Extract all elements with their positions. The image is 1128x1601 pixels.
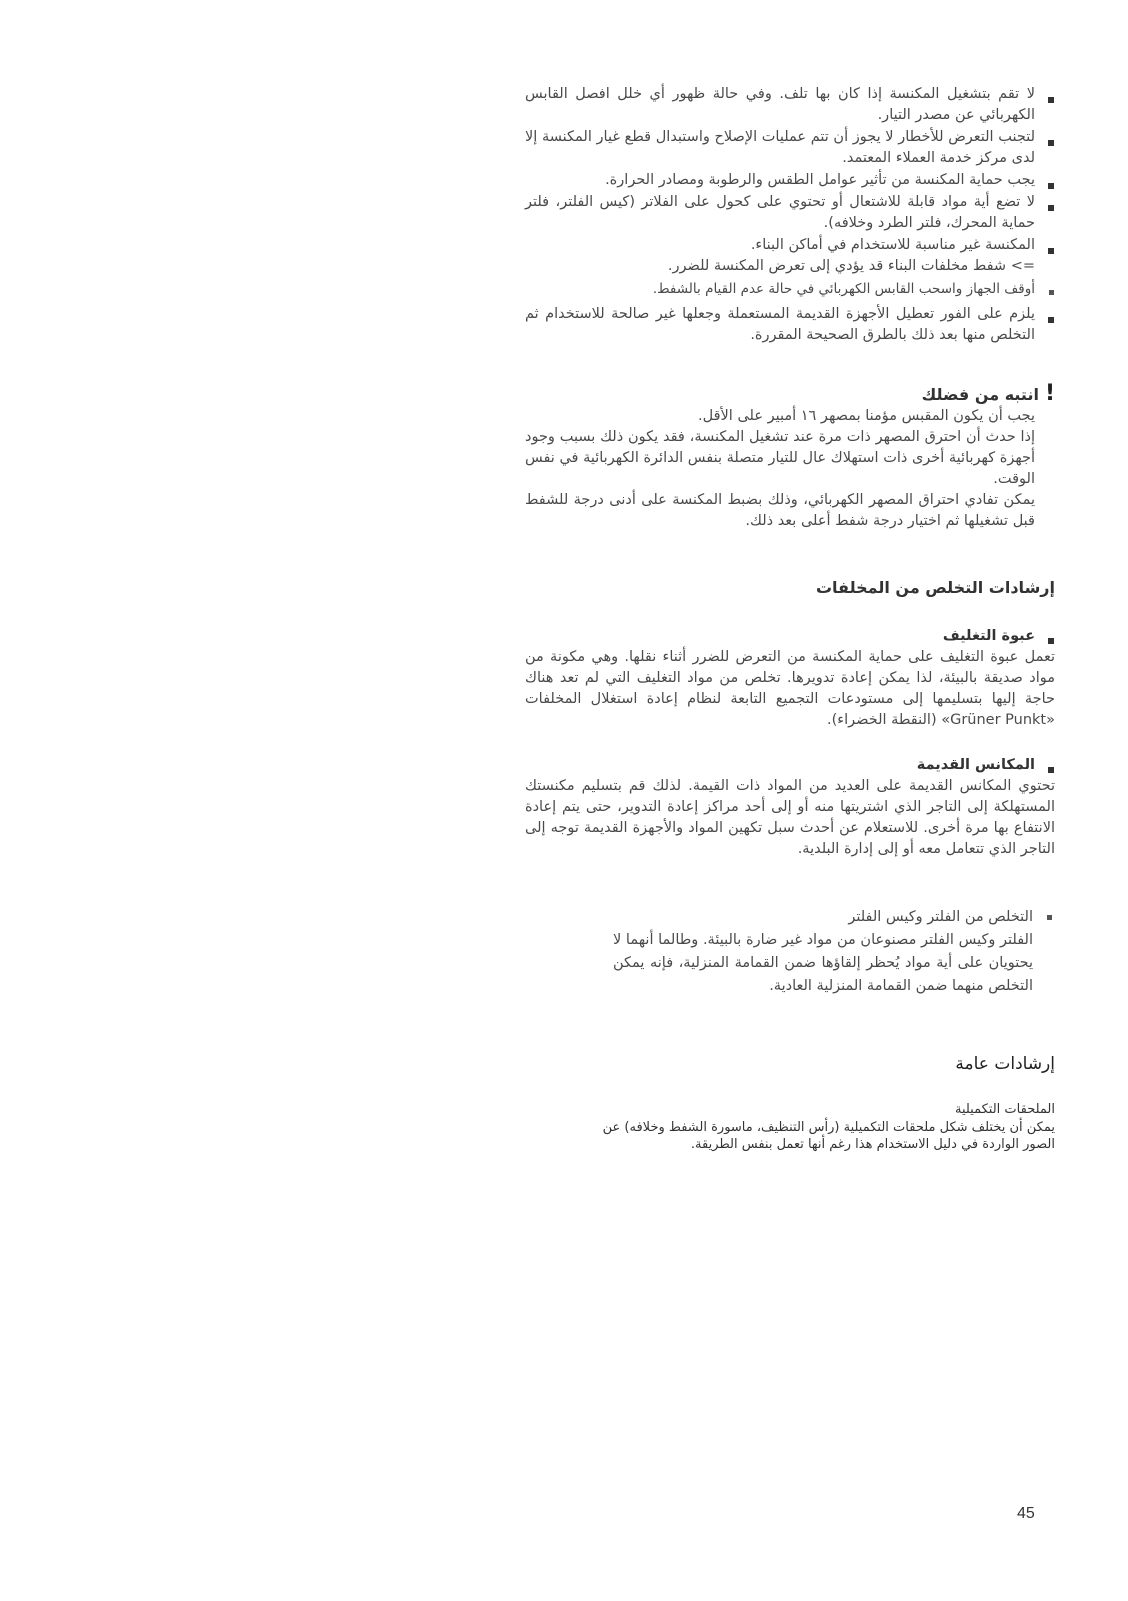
bullet-square-icon bbox=[1048, 767, 1054, 773]
filter-disposal-item bbox=[613, 906, 1053, 998]
general-section bbox=[585, 1052, 1055, 1153]
attention-paragraph: إذا حدث أن احترق المصهر ذات مرة عند تشغيل المكنسة، فقد يكون ذلك بسبب وجود أجهزة كهربائية أخرى ذات استهلاك عال للتيار متصلة بنفس الدائرة الكهربائية في نفس الوقت. bbox=[524, 429, 1035, 487]
filter-item bbox=[613, 906, 1053, 998]
attention-paragraph: يجب أن يكون المقبس مؤمنا بمصهر ١٦ أمبير على الأقل. bbox=[698, 408, 1035, 424]
bullet-square-icon bbox=[1047, 915, 1052, 920]
general-text: ﻳﻤﻜﻦ ﺃﻥ ﻳﺨﺘﻠﻒ ﺷﻜﻞ ﻣﻠﺤﻘﺎﺕ ﺍﻟﺘﻜﻤﻴﻠﻴﺔ (ﺭﺃﺱ ﺍﻟﺘﻨﻈﻴﻒ، ﻣﺎﺳﻮﺭﺓ ﺍﻟﺸﻔﻂ ﻭﺧﻼﻓﻪ) ﻋﻦ ﺍﻟﺼﻮﺭ ﺍﻟﻮﺍﺭﺩﺓ ﻓﻲ ﺩﻟﻴﻞ ﺍﻻﺳﺘﺨﺪﺍﻡ ﻫﺬﺍ ﺭﻏﻢ ﺃﻧﻬﺎ ﺗﻌﻤﻞ ﺑﻨﻔﺲ ﺍﻟﻄﺮﻳﻘﺔ. bbox=[602, 1120, 1055, 1152]
old-devices-title: المكانس القديمة bbox=[916, 757, 1035, 773]
list-item: يلزم على الفور تعطيل الأجهزة القديمة المستعملة وجعلها غير صالحة للاستخدام ثم التخلص منها بعد ذلك بالطرق الصحيحة المقررة. bbox=[525, 304, 1055, 346]
attention-paragraph: يمكن تفادي احتراق المصهر الكهربائي، وذلك بضبط المكنسة على أدنى درجة للشفط قبل تشغيلها ثم اختيار درجة شفط أعلى بعد ذلك. bbox=[525, 492, 1035, 529]
bullet-square-icon bbox=[1048, 97, 1054, 103]
general-title: ﺇﺭﺷﺎﺩﺍﺕ ﻋﺎﻣﺔ bbox=[955, 1054, 1055, 1074]
attention-block bbox=[525, 383, 1055, 532]
bullet-square-icon bbox=[1048, 183, 1054, 189]
list-item: لا تقم بتشغيل المكنسة إذا كان بها تلف. وفي حالة ظهور أي خلل افصل القابس الكهربائي عن مصدر التيار. bbox=[525, 84, 1055, 126]
old-devices-text: تحتوي المكانس القديمة على العديد من المواد ذات القيمة. لذلك قم بتسليم مكنستك المستهلكة إلى التاجر الذي اشتريتها منه أو إلى أحد مراكز إعادة التدوير، حتى يتم إعادة الانتفاع بها مرة أخرى. للاستعلام عن أحدث سبل تكهين المواد والأجهزة القديمة توجه إلى التاجر الذي تتعامل معه أو إلى إدارة البلدية. bbox=[525, 778, 1055, 857]
bullet-square-icon bbox=[1048, 248, 1054, 254]
list-item: لتجنب التعرض للأخطار لا يجوز أن تتم عمليات الإصلاح واستبدال قطع غيار المكنسة إلا لدى مركز خدمة العملاء المعتمد. bbox=[525, 127, 1055, 169]
bullet-square-icon bbox=[1048, 317, 1054, 323]
list-item: يجب حماية المكنسة من تأثير عوامل الطقس والرطوبة ومصادر الحرارة. bbox=[525, 170, 1055, 191]
bullet-square-icon bbox=[1048, 638, 1054, 644]
bullet-square-icon bbox=[1048, 205, 1054, 211]
filter-text: الفلتر وكيس الفلتر مصنوعان من مواد غير ضارة بالبيئة. وطالما أنهما لا يحتويان على أية مواد يُحظر إلقاؤها ضمن القمامة المنزلية، فإنه يمكن التخلص منهما ضمن القمامة المنزلية العادية. bbox=[613, 932, 1033, 994]
construction-note: => شفط مخلفات البناء قد يؤدي إلى تعرض المكنسة للضرر. bbox=[667, 258, 1035, 274]
attention-heading: !انتبه من فضلك bbox=[921, 381, 1055, 406]
packaging-title: عبوة التغليف bbox=[942, 628, 1035, 644]
bullet-square-icon bbox=[1048, 140, 1054, 146]
page-number: 45 bbox=[1017, 1505, 1035, 1522]
filter-title: التخلص من الفلتر وكيس الفلتر bbox=[848, 909, 1033, 925]
packaging-text: تعمل عبوة التغليف على حماية المكنسة من التعرض للضرر أثناء نقلها. وهي مكونة من مواد صديقة بالبيئة، لذا يمكن إعادة تدويرها. تخلص من مواد التغليف التي لم تعد هناك حاجة إليها بتسليمها إلى مستودعات التجميع التابعة لنظام إعادة استغلال المخلفات «Grüner Punkt» (النقطة الخضراء). bbox=[525, 649, 1055, 728]
list-item: ﺃﻭﻗﻒ ﺍﻟﺠﻬﺎﺯ ﻭﺍﺳﺤﺐ ﺍﻟﻘﺎﺑﺲ ﺍﻟﻜﻬﺮﺑﺎﺋﻲ ﻓﻲ ﺣﺎﻟﺔ ﻋﺪﻡ ﺍﻟﻘﻴﺎﻡ ﺑﺎﻟﺸﻔﻂ. bbox=[525, 279, 1055, 300]
list-item: المكنسة غير مناسبة للاستخدام في أماكن البناء. bbox=[525, 235, 1055, 256]
safety-list bbox=[525, 84, 1055, 346]
general-subtitle: ﺍﻟﻤﻠﺤﻘﺎﺕ ﺍﻟﺘﻜﻤﻴﻠﻴﺔ bbox=[954, 1102, 1055, 1117]
bullet-square-icon bbox=[1049, 290, 1054, 295]
section-title: إرشادات التخلص من المخلفات bbox=[815, 578, 1055, 597]
packaging-item bbox=[525, 626, 1055, 731]
exclamation-icon: ! bbox=[1044, 381, 1055, 406]
list-item: لا تضع أية مواد قابلة للاشتعال أو تحتوي على كحول على الفلاتر (كيس الفلتر، فلتر حماية المحرك، فلتر الطرد وخلافه). bbox=[525, 192, 1055, 234]
old-devices-item bbox=[525, 755, 1055, 860]
disposal-section bbox=[525, 576, 1055, 860]
